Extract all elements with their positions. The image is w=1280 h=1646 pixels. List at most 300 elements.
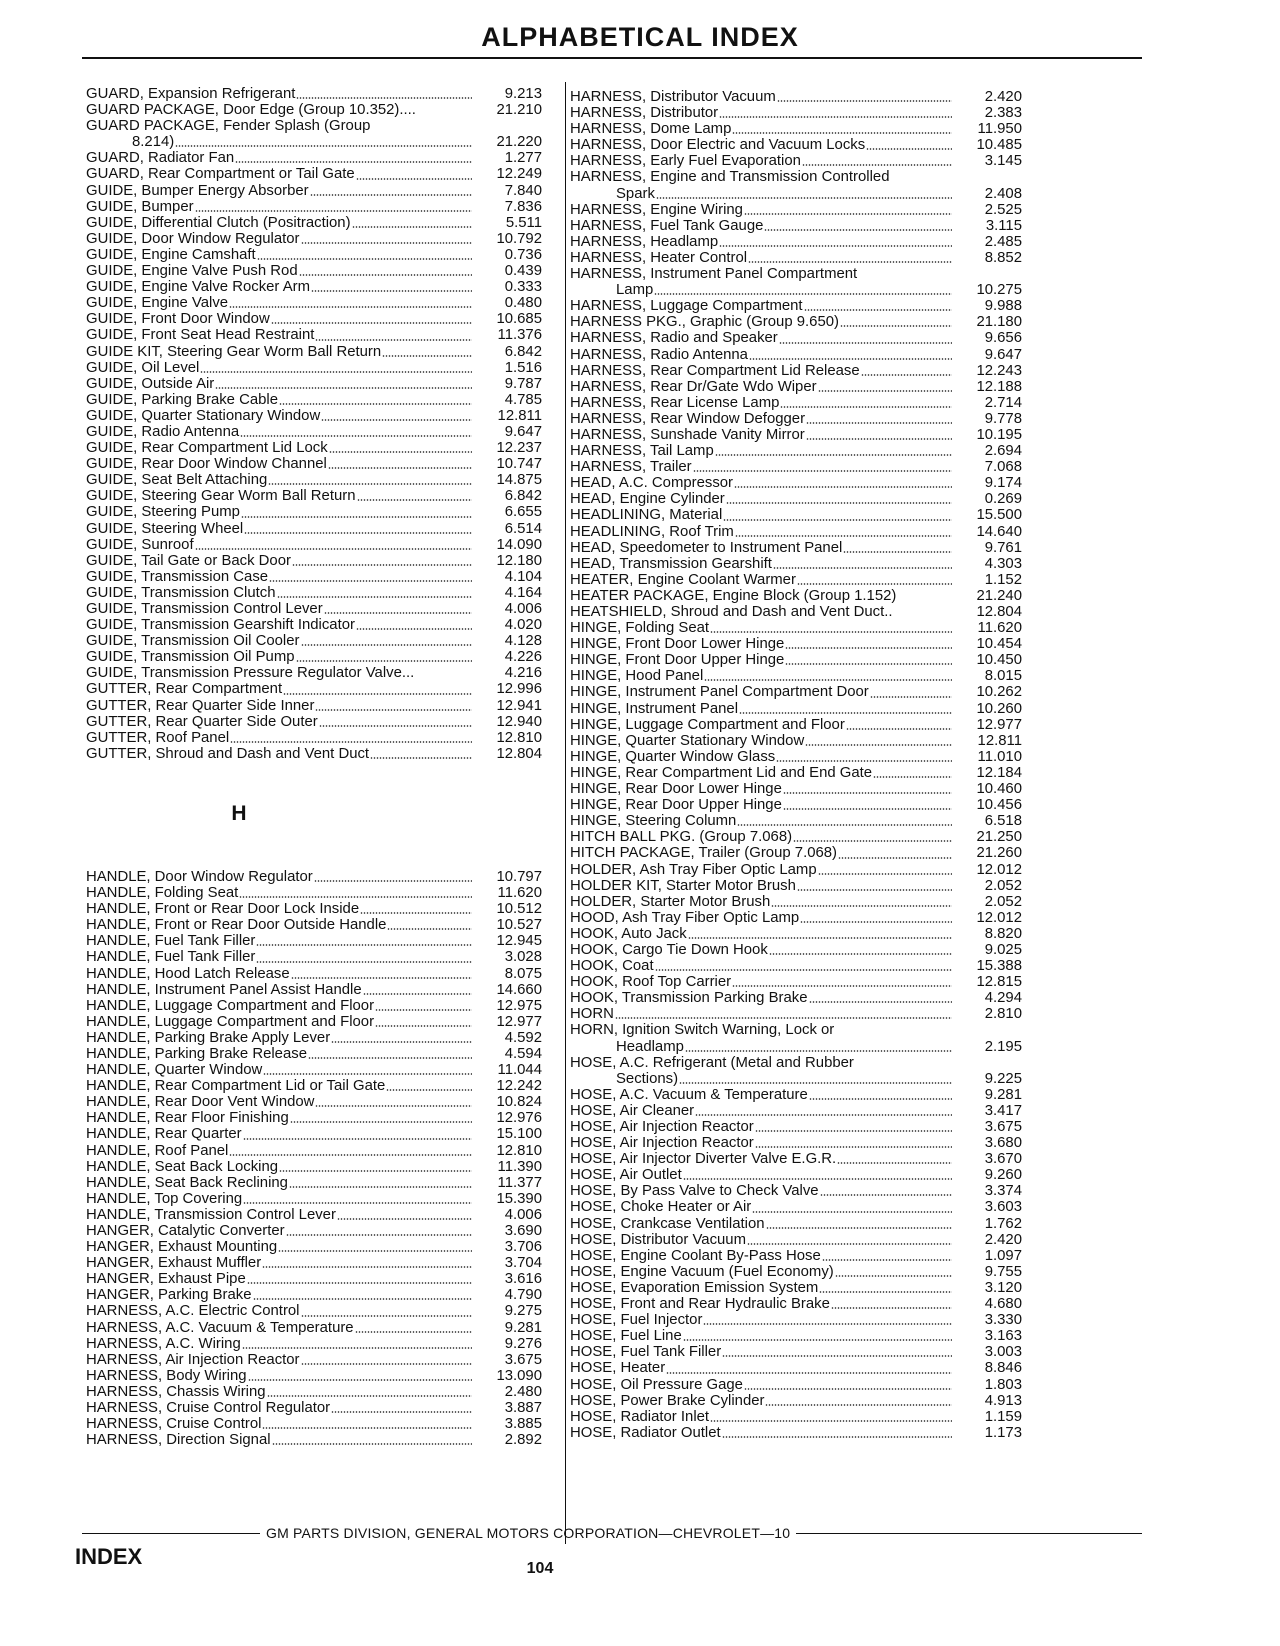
index-entry [570, 604, 1022, 620]
dot-leader [240, 435, 472, 437]
index-entry [570, 1183, 1022, 1199]
entry-text: Headlamp [616, 1038, 684, 1055]
entry-label [86, 456, 474, 472]
index-entry [570, 1344, 1022, 1360]
entry-text: GUIDE, Transmission Clutch [86, 584, 276, 601]
index-entry [86, 118, 542, 134]
dot-leader [290, 1121, 472, 1123]
entry-text: HARNESS, Distributor [570, 105, 719, 122]
dot-leader [739, 712, 952, 714]
entry-label [86, 134, 474, 150]
dot-leader [296, 660, 472, 662]
dot-leader [656, 197, 952, 199]
dot-leader [793, 840, 952, 842]
entry-page-ref: 11.376 [497, 327, 542, 344]
dot-leader [766, 1227, 952, 1229]
entry-page-ref: 14.875 [496, 472, 542, 489]
entry-label [570, 572, 954, 588]
dot-leader [749, 358, 952, 360]
index-entry [570, 765, 1022, 781]
entry-label [86, 917, 474, 933]
dot-leader [732, 132, 952, 134]
entry-text: HARNESS, Body Wiring [86, 1367, 247, 1384]
index-entry [570, 990, 1022, 1006]
entry-text: HANDLE, Fuel Tank Filler [86, 949, 256, 966]
entry-page-ref: 10.456 [976, 797, 1022, 814]
index-entry [570, 749, 1022, 765]
dot-leader [315, 1105, 472, 1107]
entry-text: GUIDE, Engine Valve Push Rod [86, 263, 298, 280]
entry-page-ref: 12.941 [496, 697, 542, 714]
index-entry [570, 395, 1022, 411]
entry-text: HEATER PACKAGE, Engine Block (Group 1.152) [570, 587, 897, 604]
entry-label [86, 183, 474, 199]
entry-text: GUIDE, Sunroof [86, 536, 194, 553]
entry-page-ref: 10.797 [496, 868, 542, 885]
entry-text: HOSE, Engine Coolant By-Pass Hose [570, 1247, 821, 1264]
entry-text: HARNESS, Cruise Control Regulator [86, 1400, 331, 1417]
index-entry [86, 1320, 542, 1336]
entry-label [86, 1336, 474, 1352]
entry-text: GUIDE, Transmission Case [86, 568, 269, 585]
entry-text: HINGE, Folding Seat [570, 620, 710, 637]
entry-text: HANDLE, Top Covering [86, 1190, 243, 1207]
entry-page-ref: 9.281 [504, 1319, 542, 1336]
index-entry [86, 215, 542, 231]
index-entry [86, 295, 542, 311]
entry-label [86, 102, 474, 118]
entry-text: GUTTER, Roof Panel [86, 729, 230, 746]
dot-leader [311, 290, 472, 292]
entry-text: HARNESS PKG., Graphic (Group 9.650) [570, 314, 839, 331]
dot-leader [296, 97, 472, 99]
entry-page-ref: 12.811 [977, 732, 1022, 749]
entry-label [570, 1022, 954, 1038]
entry-text: HARNESS, Engine and Transmission Controlled [570, 169, 890, 186]
entry-label [86, 585, 474, 601]
index-entry [570, 572, 1022, 588]
index-entry [86, 553, 542, 569]
index-entry [86, 311, 542, 327]
index-entry [86, 714, 542, 730]
index-entry [86, 1287, 542, 1303]
entry-label [570, 1055, 954, 1071]
index-entry [570, 1425, 1022, 1441]
entry-page-ref: 15.388 [976, 958, 1022, 975]
dot-leader [783, 792, 952, 794]
entry-page-ref: 6.514 [504, 520, 542, 537]
entry-page-ref: 2.485 [984, 233, 1022, 250]
entry-page-ref: 4.592 [504, 1029, 542, 1046]
dot-leader [837, 1162, 952, 1164]
dot-leader [806, 422, 952, 424]
entry-label [570, 1264, 954, 1280]
entry-label [86, 327, 474, 343]
entry-text: HEAD, A.C. Compressor [570, 475, 734, 492]
index-entry [570, 684, 1022, 700]
entry-text: HINGE, Rear Door Lower Hinge [570, 781, 782, 798]
entry-page-ref: 9.656 [984, 330, 1022, 347]
index-entry [86, 1255, 542, 1271]
entry-page-ref: 7.068 [984, 459, 1022, 476]
index-entry [86, 247, 542, 263]
entry-page-ref: 15.390 [496, 1190, 542, 1207]
entry-label [570, 556, 954, 572]
footer [82, 1525, 1142, 1541]
entry-page-ref: 9.025 [984, 941, 1022, 958]
index-entry [86, 1014, 542, 1030]
dot-leader [695, 1114, 952, 1116]
entry-text: HANDLE, Luggage Compartment and Floor [86, 997, 375, 1014]
index-entry [570, 218, 1022, 234]
entry-label [570, 684, 954, 700]
index-entry [570, 717, 1022, 733]
entry-page-ref: 4.785 [504, 391, 542, 408]
entry-text: HOSE, Radiator Inlet [570, 1408, 710, 1425]
dot-leader [703, 1323, 952, 1325]
entry-text: HOSE, Engine Vacuum (Fuel Economy) [570, 1263, 834, 1280]
entry-text: HOSE, Evaporation Emission System [570, 1279, 819, 1296]
entry-label [570, 878, 954, 894]
dot-leader [693, 470, 952, 472]
entry-page-ref: 12.012 [976, 909, 1022, 926]
entry-page-ref: 12.804 [976, 604, 1022, 620]
entry-label [570, 749, 954, 765]
entry-label [570, 1248, 954, 1264]
entry-text: HARNESS, Radio and Speaker [570, 330, 778, 347]
entry-text: HOSE, A.C. Refrigerant (Metal and Rubber [570, 1054, 854, 1071]
entry-page-ref: 11.390 [497, 1158, 542, 1175]
dot-leader [286, 1234, 472, 1236]
entry-text: HOSE, Air Injection Reactor [570, 1119, 754, 1135]
entry-page-ref: 4.020 [504, 617, 542, 634]
entry-text: HOOK, Cargo Tie Down Hook [570, 941, 768, 958]
entry-page-ref: 10.485 [976, 137, 1022, 154]
entry-page-ref: 3.675 [984, 1119, 1022, 1135]
dot-leader [229, 306, 472, 308]
entry-text: HARNESS, Tail Lamp [570, 443, 714, 460]
index-entry [86, 1336, 542, 1352]
entry-page-ref: 12.012 [976, 861, 1022, 878]
dot-leader [301, 242, 472, 244]
index-label: INDEX [75, 1544, 143, 1569]
entry-page-ref: 1.159 [984, 1408, 1022, 1425]
entry-page-ref: 12.977 [976, 716, 1022, 733]
index-entry [570, 250, 1022, 266]
entry-label [86, 1030, 474, 1046]
entry-text: HORN, Ignition Switch Warning, Lock or [570, 1022, 835, 1039]
entry-page-ref: 12.804 [496, 745, 542, 762]
dot-leader [804, 309, 952, 311]
dot-leader [769, 953, 952, 955]
index-entry [570, 1360, 1022, 1376]
entry-label [570, 1087, 954, 1103]
entry-text: HARNESS, Cruise Control [86, 1416, 262, 1433]
entry-page-ref: 9.647 [984, 346, 1022, 363]
entry-text: HOSE, Air Injector Diverter Valve E.G.R. [570, 1151, 837, 1168]
entry-label [570, 491, 954, 507]
index-entry [570, 443, 1022, 459]
entry-page-ref: 1.152 [984, 571, 1022, 588]
index-entry [570, 652, 1022, 668]
dot-leader [777, 100, 952, 102]
entry-text: GUIDE, Door Window Regulator [86, 230, 300, 247]
entry-label [570, 894, 954, 910]
entry-text: HOSE, Air Cleaner [570, 1102, 695, 1119]
dot-leader [360, 912, 472, 914]
entry-text: GUTTER, Rear Quarter Side Inner [86, 697, 315, 714]
dot-leader [279, 403, 472, 405]
index-entry [86, 1400, 542, 1416]
index-entry [570, 105, 1022, 121]
entry-text: HARNESS, A.C. Electric Control [86, 1303, 300, 1320]
entry-label [86, 150, 474, 166]
entry-label [570, 1409, 954, 1425]
dot-leader [262, 1266, 472, 1268]
entry-page-ref: 2.480 [504, 1383, 542, 1400]
entry-page-ref: 1.277 [504, 150, 542, 167]
entry-label [570, 459, 954, 475]
dot-leader [870, 696, 952, 698]
index-entry [86, 901, 542, 917]
entry-label [570, 845, 954, 861]
dot-leader [267, 1395, 472, 1397]
entry-page-ref: 11.044 [497, 1062, 542, 1079]
index-entry [570, 701, 1022, 717]
entry-label [86, 982, 474, 998]
entry-text: GUIDE, Seat Belt Attaching [86, 472, 268, 489]
index-entry [570, 1409, 1022, 1425]
entry-text: Spark [616, 185, 655, 202]
entry-text: GUIDE, Front Door Window [86, 311, 270, 328]
index-entry [570, 1022, 1022, 1038]
dot-leader [229, 1154, 472, 1156]
entry-label [86, 665, 474, 681]
entry-page-ref: 4.104 [504, 568, 542, 585]
entry-label [570, 298, 954, 314]
entry-page-ref: 8.852 [984, 249, 1022, 266]
index-entry [86, 601, 542, 617]
dot-leader [752, 1211, 952, 1213]
entry-label [86, 746, 474, 762]
entry-text: HARNESS, Rear License Lamp [570, 394, 780, 411]
index-entry [86, 456, 542, 472]
index-entry [86, 1030, 542, 1046]
entry-text: GUIDE, Engine Camshaft [86, 246, 256, 263]
entry-page-ref: 4.294 [984, 990, 1022, 1007]
entry-text: GUIDE, Outside Air [86, 375, 215, 392]
entry-text: HINGE, Rear Compartment Lid and End Gate [570, 764, 873, 781]
entry-text: HANDLE, Front or Rear Door Outside Handle [86, 917, 387, 934]
entry-page-ref: 12.242 [496, 1078, 542, 1095]
dot-leader [363, 993, 472, 995]
entry-text: HANDLE, Luggage Compartment and Floor [86, 1013, 375, 1030]
dot-leader [253, 1298, 472, 1300]
entry-text: HANDLE, Rear Door Vent Window [86, 1094, 315, 1111]
entry-page-ref: 12.243 [976, 362, 1022, 379]
entry-page-ref: 10.454 [976, 636, 1022, 653]
dot-leader [732, 985, 952, 987]
entry-label [86, 199, 474, 215]
dot-leader [355, 1331, 472, 1333]
entry-text: HARNESS, Air Injection Reactor [86, 1351, 300, 1368]
index-entry [570, 475, 1022, 491]
index-entry [86, 1143, 542, 1159]
entry-page-ref: 3.120 [984, 1279, 1022, 1296]
dot-leader [806, 438, 952, 440]
entry-label [86, 424, 474, 440]
dot-leader [744, 213, 952, 215]
entry-text: HANDLE, Fuel Tank Filler [86, 933, 256, 950]
entry-label [570, 588, 954, 604]
entry-label [570, 1071, 954, 1087]
entry-label [570, 1216, 954, 1232]
entry-page-ref: 11.620 [977, 620, 1022, 637]
dot-leader [315, 709, 472, 711]
index-entry [86, 166, 542, 182]
dot-leader [243, 1138, 472, 1140]
dot-leader [215, 387, 472, 389]
dot-leader [710, 631, 952, 633]
entry-page-ref: 2.408 [984, 185, 1022, 202]
entry-text: GUIDE, Tail Gate or Back Door [86, 552, 291, 569]
entry-label [570, 1296, 954, 1312]
entry-text: HINGE, Front Door Upper Hinge [570, 652, 785, 669]
entry-text: HANGER, Catalytic Converter [86, 1223, 285, 1239]
entry-text: HANGER, Exhaust Muffler [86, 1255, 262, 1272]
entry-label [86, 231, 474, 247]
index-entry [86, 440, 542, 456]
entry-text: GUIDE, Engine Valve Rocker Arm [86, 279, 310, 296]
index-entry [86, 1159, 542, 1175]
dot-leader [315, 339, 472, 341]
entry-label [86, 966, 474, 982]
dot-leader [175, 145, 472, 147]
index-entry [570, 169, 1022, 185]
entry-text: HOSE, Fuel Tank Filler [570, 1344, 722, 1361]
dot-leader [818, 873, 952, 875]
entry-page-ref: 3.887 [504, 1400, 542, 1417]
entry-page-ref: 10.747 [496, 456, 542, 473]
dot-leader [654, 293, 952, 295]
entry-label [570, 1425, 954, 1441]
dot-leader [331, 1411, 472, 1413]
entry-label [570, 202, 954, 218]
entry-text: HANDLE, Parking Brake Apply Lever [86, 1029, 331, 1046]
entry-label [570, 137, 954, 153]
entry-label [570, 121, 954, 137]
entry-label [86, 311, 474, 327]
index-entry [86, 263, 542, 279]
entry-label [86, 998, 474, 1014]
index-entry [570, 1055, 1022, 1071]
entry-page-ref: 3.603 [984, 1199, 1022, 1216]
index-entry [86, 885, 542, 901]
entry-label [570, 1183, 954, 1199]
entry-text: Sections) [616, 1070, 679, 1087]
entry-text: GUARD, Radiator Fan [86, 150, 235, 167]
entry-text: HANDLE, Transmission Control Lever [86, 1206, 336, 1223]
dot-leader [356, 178, 472, 180]
index-entry [570, 379, 1022, 395]
entry-label [86, 118, 474, 134]
dot-leader [263, 1073, 472, 1075]
entry-page-ref: 11.950 [977, 121, 1022, 138]
entry-label [86, 933, 474, 949]
index-entry [86, 949, 542, 965]
entry-page-ref: 12.237 [496, 440, 542, 457]
entry-text: HINGE, Hood Panel [570, 668, 704, 685]
entry-page-ref: 4.006 [504, 601, 542, 617]
dot-leader [352, 226, 472, 228]
entry-text: HEAD, Transmission Gearshift [570, 555, 772, 572]
entry-page-ref: 2.052 [984, 877, 1022, 894]
entry-label [570, 910, 954, 926]
entry-page-ref: 1.803 [984, 1376, 1022, 1393]
entry-text: GUIDE, Transmission Gearshift Indicator [86, 617, 355, 634]
dot-leader [797, 583, 952, 585]
dot-leader [747, 1243, 952, 1245]
index-entry [86, 869, 542, 885]
entry-page-ref: 0.333 [504, 279, 542, 296]
entry-label [86, 1159, 474, 1175]
dot-leader [819, 1291, 952, 1293]
entry-label [570, 89, 954, 105]
entry-text: HARNESS, Door Electric and Vacuum Locks [570, 137, 866, 154]
dot-leader [765, 1404, 952, 1406]
entry-page-ref: 2.694 [984, 443, 1022, 460]
entry-label [570, 186, 954, 202]
entry-page-ref: 12.975 [496, 997, 542, 1014]
index-entry [86, 327, 542, 343]
entry-label [86, 553, 474, 569]
dot-leader [283, 693, 472, 695]
index-entry [570, 314, 1022, 330]
index-entry [570, 89, 1022, 105]
index-entry [570, 556, 1022, 572]
entry-page-ref: 1.097 [984, 1247, 1022, 1264]
entry-label [570, 507, 954, 523]
dot-leader [776, 760, 952, 762]
entry-page-ref: 11.010 [977, 748, 1022, 765]
entry-text: GUIDE, Quarter Stationary Window [86, 407, 321, 424]
entry-page-ref: 3.417 [984, 1102, 1022, 1119]
dot-leader [873, 776, 952, 778]
entry-label [570, 781, 954, 797]
dot-leader [262, 1427, 472, 1429]
entry-label [86, 1271, 474, 1287]
dot-leader [386, 1089, 472, 1091]
index-entry [86, 698, 542, 714]
entry-label [570, 169, 954, 185]
entry-page-ref: 3.706 [504, 1239, 542, 1256]
dot-leader [722, 1355, 952, 1357]
entry-page-ref: 21.180 [976, 314, 1022, 331]
entry-page-ref: 4.680 [984, 1296, 1022, 1313]
entry-text: GUARD PACKAGE, Door Edge (Group 10.352).... [86, 102, 416, 119]
entry-label [570, 153, 954, 169]
entry-label [86, 617, 474, 633]
entry-page-ref: 9.174 [984, 475, 1022, 492]
entry-text: GUIDE, Steering Gear Worm Ball Return [86, 488, 356, 505]
footer-rule-right [796, 1533, 1142, 1534]
index-entry [570, 524, 1022, 540]
entry-label [570, 1039, 954, 1055]
entry-label [86, 601, 474, 617]
index-entry [570, 797, 1022, 813]
index-entry [570, 234, 1022, 250]
index-entry [570, 1119, 1022, 1135]
